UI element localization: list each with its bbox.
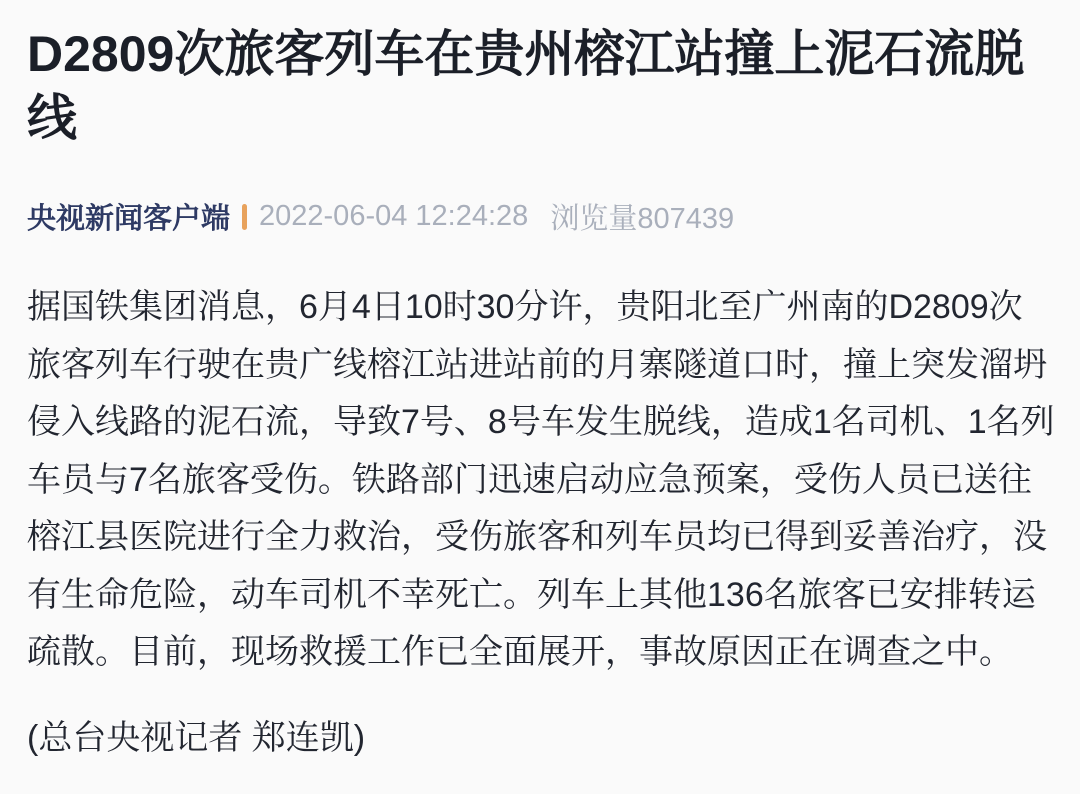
article-title-line: D2809次旅客列车在贵州榕江站撞上泥石流脱 [27, 26, 1025, 82]
source-label: 央视新闻客户端 [27, 203, 231, 235]
body-line: 车员与7名旅客受伤。铁路部门迅速启动应急预案，受伤人员已送往 [27, 460, 1032, 499]
body-line: 旅客列车行驶在贵广线榕江站进站前的月寨隧道口时，撞上突发溜坍 [27, 345, 1047, 384]
meta-info [259, 196, 734, 237]
meta-divider-bar [242, 204, 247, 230]
body-line: 据国铁集团消息，6月4日10时30分许，贵阳北至广州南的D2809次 [27, 288, 1023, 326]
publish-datetime: 2022-06-04 12:24:28 [259, 200, 529, 232]
article-meta [27, 196, 1053, 237]
view-count-label: 浏览量 [550, 203, 638, 235]
article-byline: (总台央视记者 郑连凯) [27, 718, 366, 757]
view-count-value: 807439 [637, 203, 735, 235]
body-line: 侵入线路的泥石流，导致7号、8号车发生脱线，造成1名司机、1名列 [27, 403, 1055, 441]
article-body [27, 279, 1053, 682]
article-title-line: 线 [27, 90, 77, 146]
body-line: 有生命危险，动车司机不幸死亡。列车上其他136名旅客已安排转运 [27, 575, 1036, 614]
article-page [0, 22, 1080, 767]
view-count [550, 196, 734, 237]
body-line: 疏散。目前，现场救援工作已全面展开，事故原因正在调查之中。 [27, 633, 1013, 671]
body-line: 榕江县医院进行全力救治，受伤旅客和列车员均已得到妥善治疗，没 [27, 518, 1047, 556]
article-title [27, 22, 1053, 150]
